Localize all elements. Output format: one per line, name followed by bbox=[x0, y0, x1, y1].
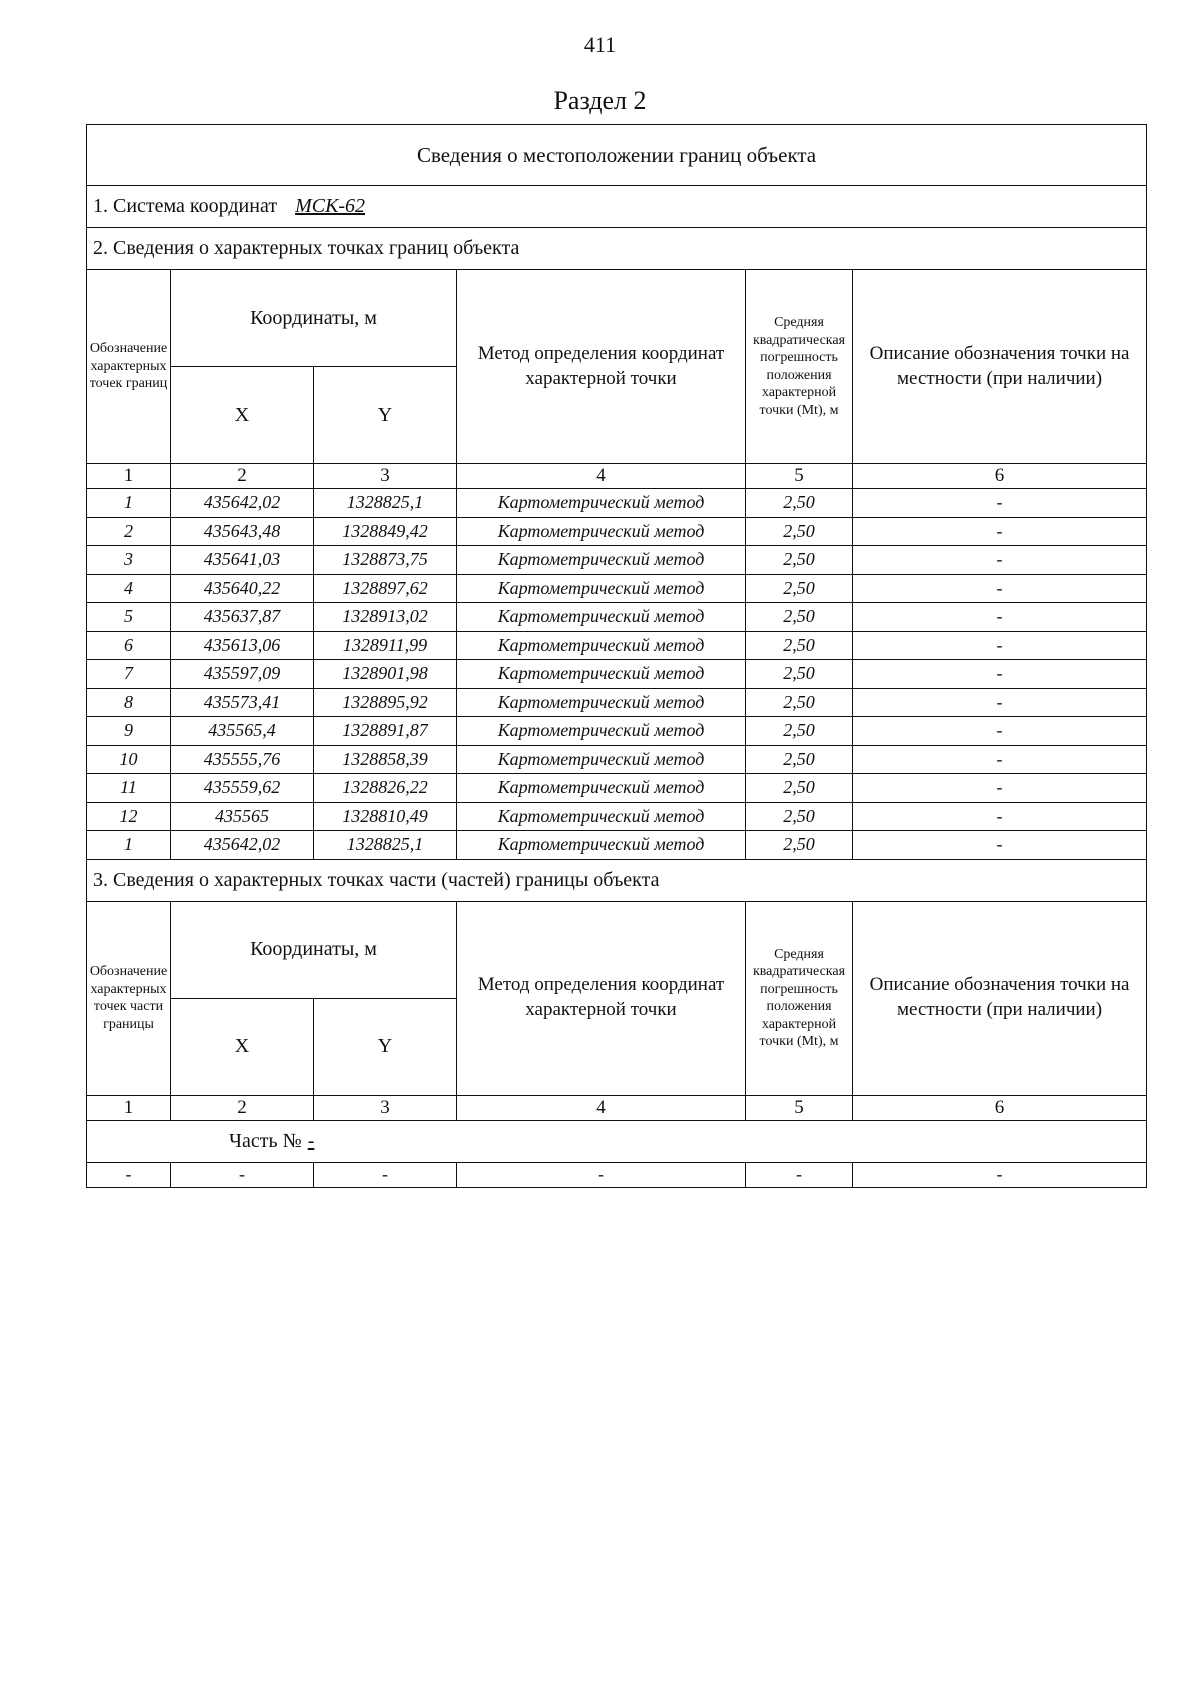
error-cell: 2,50 bbox=[746, 603, 853, 632]
s3-column-numbers bbox=[87, 1095, 1147, 1120]
point-id-cell: 5 bbox=[87, 603, 171, 632]
description-cell: - bbox=[853, 688, 1147, 717]
table-row bbox=[87, 631, 1147, 660]
description-cell: - bbox=[853, 603, 1147, 632]
point-id-cell: 12 bbox=[87, 802, 171, 831]
x-cell: 435555,76 bbox=[171, 745, 314, 774]
error-cell: 2,50 bbox=[746, 489, 853, 518]
x-cell: 435640,22 bbox=[171, 574, 314, 603]
column-number: 2 bbox=[171, 464, 314, 489]
s3-header-description: Описание обозначения точки на местности (при наличии) bbox=[853, 901, 1147, 1095]
method-cell: Картометрический метод bbox=[457, 774, 746, 803]
point-id-cell: 8 bbox=[87, 688, 171, 717]
description-cell: - bbox=[853, 546, 1147, 575]
description-cell: - bbox=[853, 574, 1147, 603]
x-cell: 435613,06 bbox=[171, 631, 314, 660]
table-row bbox=[87, 546, 1147, 575]
point-id-cell: 1 bbox=[87, 831, 171, 860]
description-cell: - bbox=[853, 631, 1147, 660]
column-number: 3 bbox=[314, 464, 457, 489]
y-cell: 1328858,39 bbox=[314, 745, 457, 774]
x-cell: 435641,03 bbox=[171, 546, 314, 575]
point-id-cell: 3 bbox=[87, 546, 171, 575]
part-data-cell: - bbox=[171, 1162, 314, 1187]
table-row bbox=[87, 660, 1147, 689]
part-label: Часть № bbox=[229, 1129, 302, 1152]
y-cell: 1328873,75 bbox=[314, 546, 457, 575]
method-cell: Картометрический метод bbox=[457, 603, 746, 632]
table-row bbox=[87, 517, 1147, 546]
s2-header-y: Y bbox=[314, 367, 457, 464]
x-cell: 435565 bbox=[171, 802, 314, 831]
error-cell: 2,50 bbox=[746, 660, 853, 689]
point-id-cell: 7 bbox=[87, 660, 171, 689]
s2-header-method: Метод определения координат характерной точки bbox=[457, 270, 746, 464]
method-cell: Картометрический метод bbox=[457, 831, 746, 860]
point-id-cell: 11 bbox=[87, 774, 171, 803]
column-number: 5 bbox=[746, 464, 853, 489]
method-cell: Картометрический метод bbox=[457, 717, 746, 746]
x-cell: 435642,02 bbox=[171, 831, 314, 860]
column-number: 3 bbox=[314, 1095, 457, 1120]
y-cell: 1328895,92 bbox=[314, 688, 457, 717]
y-cell: 1328825,1 bbox=[314, 489, 457, 518]
description-cell: - bbox=[853, 517, 1147, 546]
column-number: 6 bbox=[853, 1095, 1147, 1120]
error-cell: 2,50 bbox=[746, 688, 853, 717]
point-id-cell: 6 bbox=[87, 631, 171, 660]
point-id-cell: 1 bbox=[87, 489, 171, 518]
error-cell: 2,50 bbox=[746, 774, 853, 803]
column-number: 2 bbox=[171, 1095, 314, 1120]
column-number: 5 bbox=[746, 1095, 853, 1120]
column-number: 4 bbox=[457, 464, 746, 489]
s2-header-description: Описание обозначения точки на местности (при наличии) bbox=[853, 270, 1147, 464]
s3-header-error: Средняя квадратическая погрешность положения характерной точки (Mt), м bbox=[746, 901, 853, 1095]
part-data-cell: - bbox=[87, 1162, 171, 1187]
coord-system-value: МСК-62 bbox=[295, 195, 366, 217]
section2-title: 2. Сведения о характерных точках границ объекта bbox=[87, 228, 1147, 270]
point-id-cell: 4 bbox=[87, 574, 171, 603]
y-cell: 1328911,99 bbox=[314, 631, 457, 660]
y-cell: 1328897,62 bbox=[314, 574, 457, 603]
boundary-table bbox=[86, 124, 1147, 1188]
y-cell: 1328891,87 bbox=[314, 717, 457, 746]
table-row bbox=[87, 688, 1147, 717]
method-cell: Картометрический метод bbox=[457, 660, 746, 689]
error-cell: 2,50 bbox=[746, 717, 853, 746]
description-cell: - bbox=[853, 717, 1147, 746]
s2-header-error: Средняя квадратическая погрешность положения характерной точки (Mt), м bbox=[746, 270, 853, 464]
s2-column-numbers bbox=[87, 464, 1147, 489]
point-id-cell: 2 bbox=[87, 517, 171, 546]
error-cell: 2,50 bbox=[746, 831, 853, 860]
y-cell: 1328849,42 bbox=[314, 517, 457, 546]
y-cell: 1328913,02 bbox=[314, 603, 457, 632]
s2-header-row bbox=[87, 270, 1147, 367]
column-number: 1 bbox=[87, 464, 171, 489]
column-number: 6 bbox=[853, 464, 1147, 489]
coord-system-label: 1. Система координат bbox=[93, 195, 278, 217]
part-data-row bbox=[87, 1162, 1147, 1187]
x-cell: 435565,4 bbox=[171, 717, 314, 746]
table-row bbox=[87, 802, 1147, 831]
method-cell: Картометрический метод bbox=[457, 802, 746, 831]
error-cell: 2,50 bbox=[746, 631, 853, 660]
error-cell: 2,50 bbox=[746, 546, 853, 575]
error-cell: 2,50 bbox=[746, 574, 853, 603]
x-cell: 435559,62 bbox=[171, 774, 314, 803]
page-number: 411 bbox=[583, 32, 617, 57]
table-body bbox=[87, 125, 1147, 1188]
part-data-cell: - bbox=[853, 1162, 1147, 1187]
part-number: - bbox=[307, 1129, 315, 1152]
table-row bbox=[87, 774, 1147, 803]
table-row bbox=[87, 574, 1147, 603]
table-row bbox=[87, 745, 1147, 774]
table-row bbox=[87, 831, 1147, 860]
s2-header-x: X bbox=[171, 367, 314, 464]
description-cell: - bbox=[853, 774, 1147, 803]
y-cell: 1328826,22 bbox=[314, 774, 457, 803]
method-cell: Картометрический метод bbox=[457, 631, 746, 660]
s3-header-designation: Обозначение характерных точек части границы bbox=[87, 901, 171, 1095]
error-cell: 2,50 bbox=[746, 745, 853, 774]
table-row bbox=[87, 603, 1147, 632]
description-cell: - bbox=[853, 745, 1147, 774]
section3-title-row bbox=[87, 859, 1147, 901]
description-cell: - bbox=[853, 489, 1147, 518]
section3-title: 3. Сведения о характерных точках части (частей) границы объекта bbox=[87, 859, 1147, 901]
method-cell: Картометрический метод bbox=[457, 688, 746, 717]
method-cell: Картометрический метод bbox=[457, 546, 746, 575]
part-data-cell: - bbox=[746, 1162, 853, 1187]
x-cell: 435573,41 bbox=[171, 688, 314, 717]
error-cell: 2,50 bbox=[746, 802, 853, 831]
method-cell: Картометрический метод bbox=[457, 574, 746, 603]
part-data-cell: - bbox=[457, 1162, 746, 1187]
description-cell: - bbox=[853, 831, 1147, 860]
column-number: 1 bbox=[87, 1095, 171, 1120]
description-cell: - bbox=[853, 802, 1147, 831]
method-cell: Картометрический метод bbox=[457, 745, 746, 774]
x-cell: 435597,09 bbox=[171, 660, 314, 689]
section-title: Раздел 2 bbox=[553, 86, 647, 115]
y-cell: 1328901,98 bbox=[314, 660, 457, 689]
part-cell bbox=[87, 1120, 1147, 1162]
method-cell: Картометрический метод bbox=[457, 489, 746, 518]
x-cell: 435643,48 bbox=[171, 517, 314, 546]
s2-header-coords: Координаты, м bbox=[171, 270, 457, 367]
table-row bbox=[87, 489, 1147, 518]
coord-system-line bbox=[87, 186, 1147, 228]
y-cell: 1328810,49 bbox=[314, 802, 457, 831]
point-id-cell: 9 bbox=[87, 717, 171, 746]
part-row bbox=[87, 1120, 1147, 1162]
description-cell: - bbox=[853, 660, 1147, 689]
s3-header-coords: Координаты, м bbox=[171, 901, 457, 998]
point-id-cell: 10 bbox=[87, 745, 171, 774]
column-number: 4 bbox=[457, 1095, 746, 1120]
table-title: Сведения о местоположении границ объекта bbox=[87, 125, 1147, 186]
method-cell: Картометрический метод bbox=[457, 517, 746, 546]
s3-header-y: Y bbox=[314, 998, 457, 1095]
x-cell: 435637,87 bbox=[171, 603, 314, 632]
s2-header-designation: Обозначение характерных точек границ bbox=[87, 270, 171, 464]
x-cell: 435642,02 bbox=[171, 489, 314, 518]
table-row bbox=[87, 717, 1147, 746]
error-cell: 2,50 bbox=[746, 517, 853, 546]
s3-header-method: Метод определения координат характерной точки bbox=[457, 901, 746, 1095]
s3-header-x: X bbox=[171, 998, 314, 1095]
s3-header-row bbox=[87, 901, 1147, 998]
part-data-cell: - bbox=[314, 1162, 457, 1187]
y-cell: 1328825,1 bbox=[314, 831, 457, 860]
